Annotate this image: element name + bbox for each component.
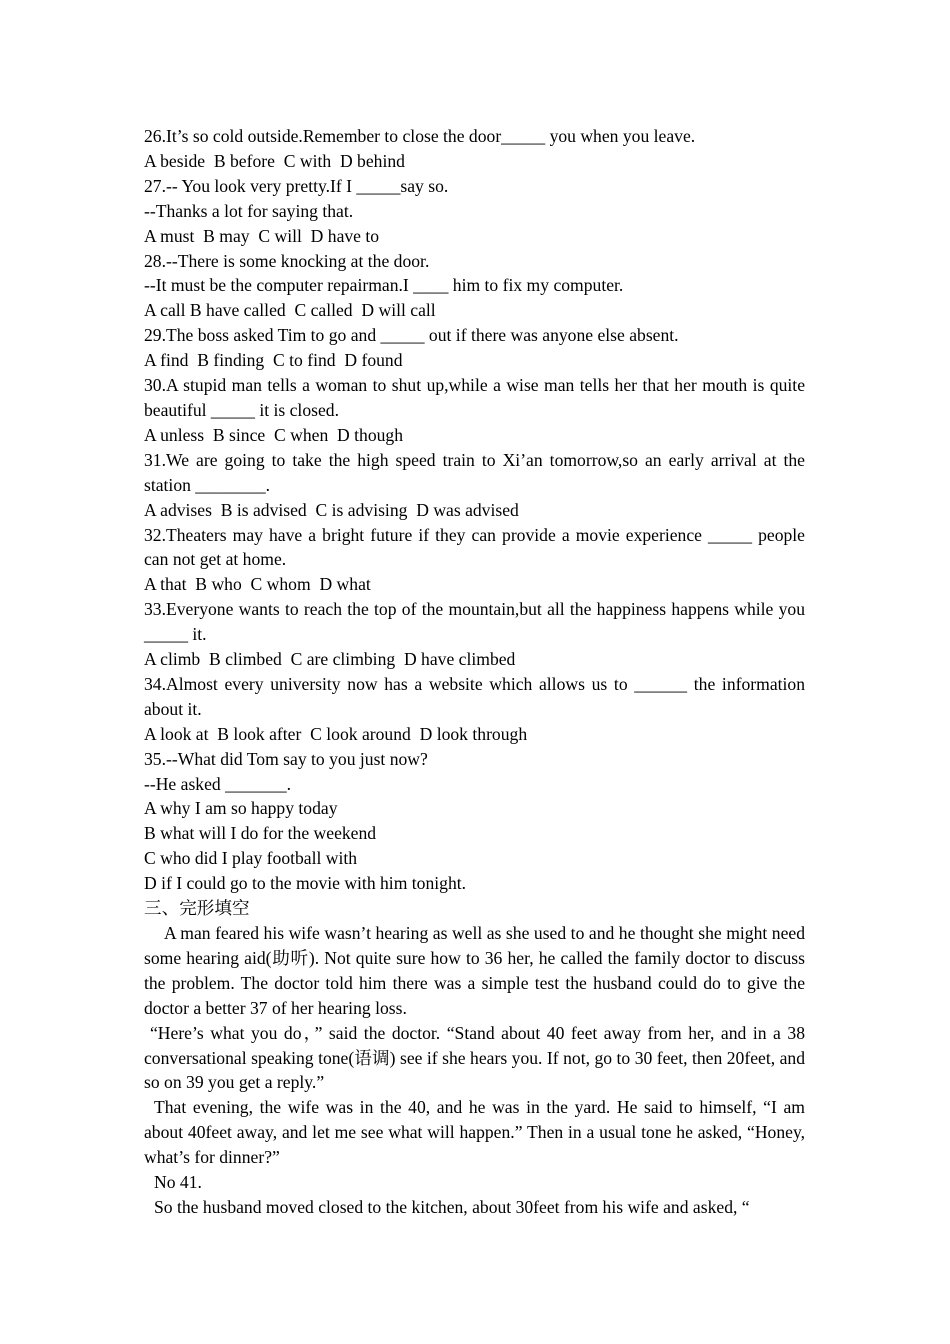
passage-paragraph-3: That evening, the wife was in the 40, and he was in the yard. He said to himself, “I am about 40feet away, and let me see what will happen.” Then in a usual tone he asked, “Honey, what’s for dinner?” (144, 1097, 805, 1168)
question-35: 35.--What did Tom say to you just now? (144, 748, 428, 769)
passage-paragraph-4: No 41. (154, 1172, 202, 1193)
option-35-b: B what will I do for the weekend (144, 823, 377, 844)
question-33: 33.Everyone wants to reach the top of the mountain,but all the happiness happens while you _____ it. (144, 599, 805, 645)
options-27: A must B may C will D have to (144, 225, 380, 246)
options-33: A climb B climbed C are climbing D have climbed (144, 649, 516, 670)
passage-paragraph-5: So the husband moved closed to the kitchen, about 30feet from his wife and asked, “ (154, 1196, 750, 1217)
options-29: A find B finding C to find D found (144, 350, 403, 371)
question-34: 34.Almost every university now has a website which allows us to ______ the information about it. (144, 673, 805, 719)
options-31: A advises B is advised C is advising D was advised (144, 499, 519, 520)
question-30: 30.A stupid man tells a woman to shut up,while a wise man tells her that her mouth is quite beautiful _____ it is closed. (144, 375, 805, 420)
options-34: A look at B look after C look around D look through (144, 723, 528, 744)
option-35-a: A why I am so happy today (144, 798, 338, 819)
options-28: A call B have called C called D will call (144, 300, 436, 321)
option-35-c: C who did I play football with (144, 848, 358, 869)
options-26: A beside B before C with D behind (144, 150, 405, 171)
question-27: 27.-- You look very pretty.If I _____say so. (144, 175, 449, 196)
question-32: 32.Theaters may have a bright future if they can provide a movie experience _____ people can not get at home. (144, 524, 805, 570)
document-page (144, 124, 805, 1220)
question-28: 28.--There is some knocking at the door. (144, 250, 430, 271)
question-31: 31.We are going to take the high speed train to Xi’an tomorrow,so an early arrival at the station ________. (144, 449, 805, 495)
dialogue-27-reply: --Thanks a lot for saying that. (144, 200, 354, 221)
question-26: 26.It’s so cold outside.Remember to close the door_____ you when you leave. (144, 126, 696, 146)
section-title: 三、完形填空 (144, 898, 250, 919)
passage-paragraph-2: “Here’s what you do，” said the doctor. “Stand about 40 feet away from her, and in a 38 conversational speaking tone(语调) see if she hears you. If not, go to 30 feet, then 20feet, and so on 39 you get a reply.” (144, 1022, 805, 1093)
passage-paragraph-1: A man feared his wife wasn’t hearing as well as she used to and he thought she might need some hearing aid(助听). Not quite sure how to 36 her, he called the family doctor to discuss the problem. The doctor told him there was a simple test the husband could do to give the doctor a better 37 of her hearing loss. (144, 923, 805, 1018)
options-32: A that B who C whom D what (144, 574, 371, 595)
options-30: A unless B since C when D though (144, 424, 404, 445)
option-35-d: D if I could go to the movie with him tonight. (144, 873, 467, 894)
dialogue-35-reply: --He asked _______. (144, 773, 292, 794)
question-29: 29.The boss asked Tim to go and _____ out if there was anyone else absent. (144, 325, 679, 346)
dialogue-28-reply: --It must be the computer repairman.I ____ him to fix my computer. (144, 275, 624, 296)
